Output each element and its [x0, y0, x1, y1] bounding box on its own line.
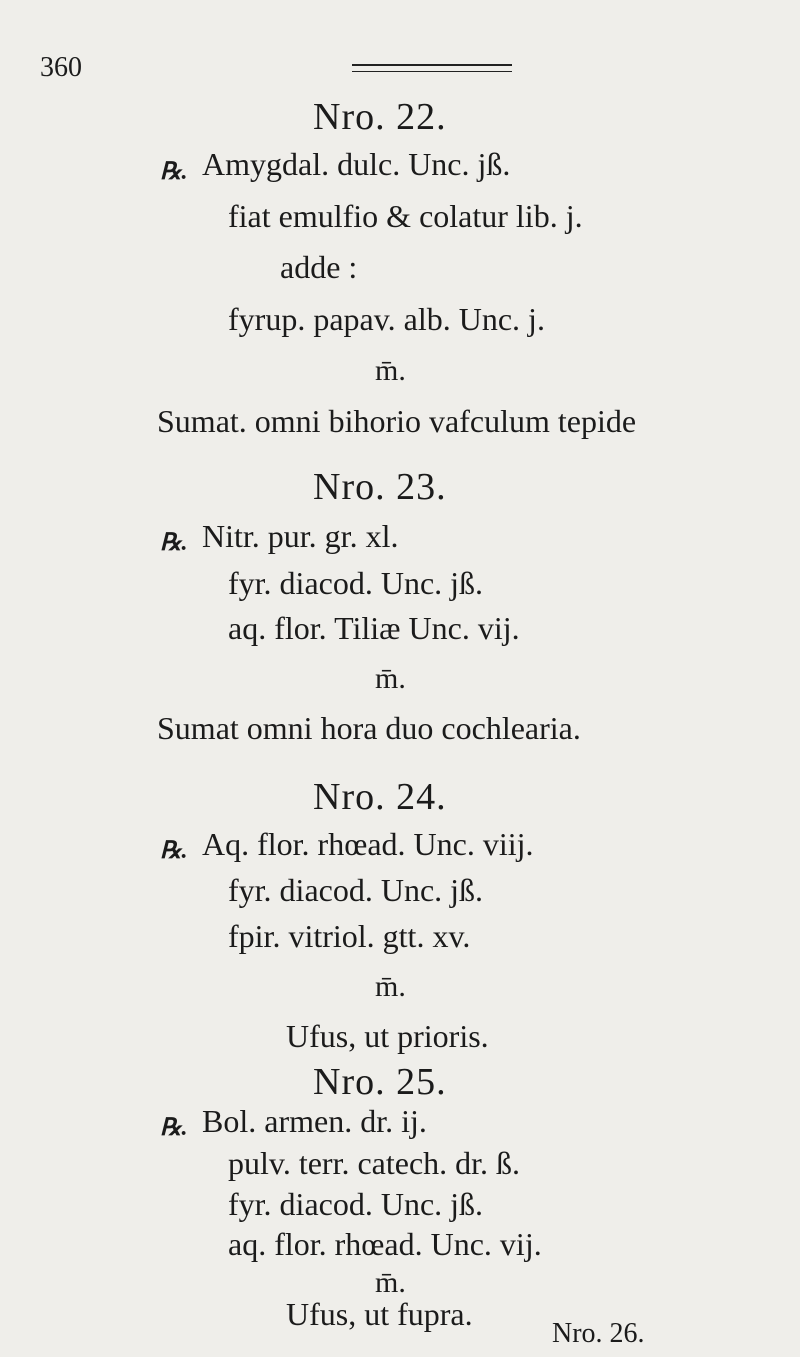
- ingredient-line: fyr. diacod. Unc. jß.: [228, 1186, 484, 1222]
- page-number: 360: [40, 52, 82, 83]
- recipe-symbol: ℞.: [160, 1115, 188, 1141]
- recipe-symbol: ℞.: [160, 159, 188, 185]
- misce-mark: m̄.: [375, 1266, 406, 1299]
- ingredient-line: aq. flor. rhœad. Unc. vij.: [228, 1226, 542, 1262]
- misce-mark: m̄.: [375, 354, 406, 387]
- catchword: Nro. 26.: [552, 1318, 645, 1349]
- recipe-symbol: ℞.: [160, 838, 188, 864]
- recipe-heading: Nro. 25.: [313, 1061, 447, 1103]
- recipe-heading: Nro. 22.: [313, 96, 447, 138]
- ingredient-line: adde :: [280, 249, 358, 285]
- header-rule: [352, 64, 512, 72]
- ingredient-line: fyrup. papav. alb. Unc. j.: [228, 301, 545, 337]
- instruction-line: Ufus, ut prioris.: [286, 1018, 489, 1054]
- ingredient-line: Nitr. pur. gr. xl.: [202, 518, 399, 554]
- instruction-line: Sumat omni hora duo cochlearia.: [157, 710, 581, 746]
- ingredient-line: pulv. terr. catech. dr. ß.: [228, 1145, 521, 1181]
- ingredient-line: Amygdal. dulc. Unc. jß.: [202, 146, 511, 182]
- ingredient-line: fyr. diacod. Unc. jß.: [228, 872, 484, 908]
- misce-mark: m̄.: [375, 970, 406, 1003]
- recipe-symbol: ℞.: [160, 530, 188, 556]
- misce-mark: m̄.: [375, 662, 406, 695]
- ingredient-line: aq. flor. Tiliæ Unc. vij.: [228, 610, 520, 646]
- ingredient-line: fiat emulfio & colatur lib. j.: [228, 198, 583, 234]
- ingredient-line: Aq. flor. rhœad. Unc. viij.: [202, 826, 534, 862]
- instruction-line: Sumat. omni bihorio vafculum tepide: [157, 403, 637, 439]
- ingredient-line: Bol. armen. dr. ij.: [202, 1103, 427, 1139]
- recipe-heading: Nro. 24.: [313, 776, 447, 818]
- recipe-heading: Nro. 23.: [313, 466, 447, 508]
- instruction-line: Ufus, ut fupra.: [286, 1296, 473, 1332]
- ingredient-line: fpir. vitriol. gtt. xv.: [228, 918, 471, 954]
- ingredient-line: fyr. diacod. Unc. jß.: [228, 565, 484, 601]
